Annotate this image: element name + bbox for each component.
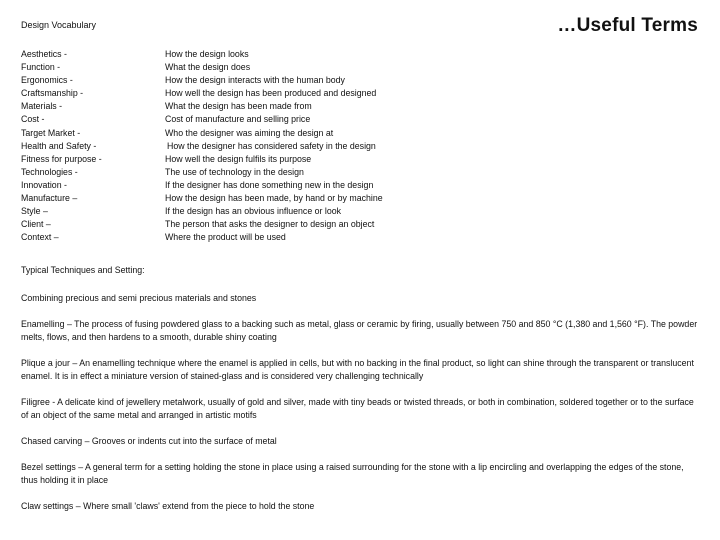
vocab-definition: Where the product will be used <box>165 232 286 243</box>
vocab-row-ergonomics <box>21 74 711 87</box>
page-title: …Useful Terms <box>557 15 698 36</box>
technique-enamelling: Enamelling – The process of fusing powdered glass to a backing such as metal, glass or ceramic by firing, usually between 750 and 850 °C (1,380 and 1,560 °F). The powder melts, flows, and then hardens to a smooth, durable shiny coating <box>21 319 698 342</box>
vocab-row-health-and-safety <box>21 140 711 153</box>
vocab-row-function <box>21 61 711 74</box>
vocab-row-client <box>21 218 711 231</box>
vocab-term: Target Market - <box>21 127 81 138</box>
vocab-term: Fitness for purpose - <box>21 153 102 164</box>
vocab-term: Craftsmanship - <box>21 88 84 99</box>
technique-plique-a-jour: Plique a jour – An enamelling technique where the enamel is applied in cells, but with no backing in the final product, so light can shine through the transparent or translucent enamel. It is in effect a miniature version of stained-glass and is considered very challenging technically <box>21 358 694 381</box>
vocab-definition: How the design looks <box>165 49 249 59</box>
vocab-definition: If the designer has done something new in the design <box>165 179 374 190</box>
vocab-term: Cost - <box>21 114 45 125</box>
vocab-definition: Who the designer was aiming the design at <box>165 127 334 138</box>
vocab-definition: What the design does <box>165 62 251 73</box>
vocab-row-technologies <box>21 166 711 179</box>
vocab-term: Manufacture – <box>21 193 78 204</box>
technique-combining: Combining precious and semi precious materials and stones <box>21 293 257 303</box>
vocab-definition: The use of technology in the design <box>165 166 304 177</box>
vocab-term: Technologies - <box>21 166 78 177</box>
vocab-definition: How well the design fulfils its purpose <box>165 153 312 164</box>
vocab-definition: What the design has been made from <box>165 101 312 112</box>
vocab-definition: How the designer has considered safety in the design <box>167 140 376 151</box>
vocab-definition: If the design has an obvious influence or look <box>165 206 342 217</box>
vocab-term: Style – <box>21 206 48 217</box>
technique-filigree: Filigree - A delicate kind of jewellery metalwork, usually of gold and silver, made with tiny beads or twisted threads, or both in combination, soldered together or to the surface of an object of the same metal and arranged in artistic motifs <box>21 397 694 420</box>
vocab-term: Innovation - <box>21 179 67 190</box>
vocabulary-list <box>21 48 711 244</box>
vocab-term: Health and Safety - <box>21 140 97 151</box>
vocab-term: Materials - <box>21 101 63 112</box>
techniques-heading: Typical Techniques and Setting: <box>21 265 145 275</box>
vocab-row-fitness-for-purpose <box>21 153 711 166</box>
vocab-row-aesthetics <box>21 48 711 61</box>
vocab-term: Client – <box>21 219 51 230</box>
document-label: Design Vocabulary <box>21 20 97 30</box>
vocab-row-materials <box>21 100 711 113</box>
vocab-term: Ergonomics - <box>21 75 73 86</box>
vocab-row-craftsmanship <box>21 87 711 100</box>
techniques-section <box>21 264 701 513</box>
vocab-definition: How well the design has been produced and designed <box>165 88 377 99</box>
vocab-term: Aesthetics - <box>21 49 67 59</box>
vocab-row-context <box>21 231 711 244</box>
vocab-row-manufacture <box>21 192 711 205</box>
vocab-row-style <box>21 205 711 218</box>
vocab-row-innovation <box>21 179 711 192</box>
technique-bezel-settings: Bezel settings – A general term for a setting holding the stone in place using a raised surrounding for the stone with a lip encircling and overlapping the edges of the stone, thus holding it in place <box>21 462 684 485</box>
technique-chased-carving: Chased carving – Grooves or indents cut into the surface of metal <box>21 436 277 446</box>
vocab-definition: The person that asks the designer to design an object <box>165 219 375 230</box>
vocab-term: Function - <box>21 62 61 73</box>
vocab-term: Context – <box>21 232 59 243</box>
vocab-definition: How the design has been made, by hand or by machine <box>165 193 383 204</box>
vocab-row-target-market <box>21 127 711 140</box>
vocab-row-cost <box>21 113 711 126</box>
technique-claw-settings: Claw settings – Where small 'claws' extend from the piece to hold the stone <box>21 501 315 511</box>
vocab-definition: How the design interacts with the human body <box>165 75 345 86</box>
vocab-definition: Cost of manufacture and selling price <box>165 114 311 125</box>
